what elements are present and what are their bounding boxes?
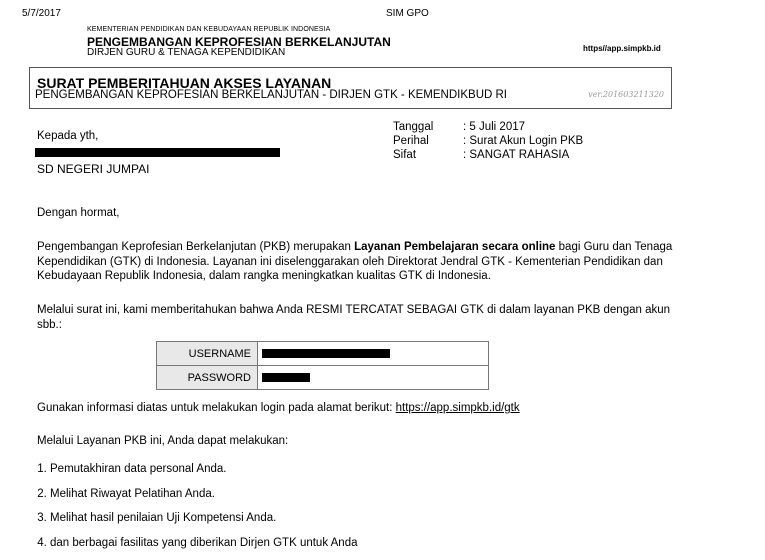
program-name: PENGEMBANGAN KEPROFESIAN BERKELANJUTAN (87, 35, 391, 49)
letter-title-box (29, 67, 672, 109)
username-row (157, 342, 489, 366)
intro-text-b: bagi Guru dan Tenaga Kependidikan (GTK) di Indonesia. Layanan ini diselenggarakan oleh Direktorat Jendral GTK - Kementerian Pendidikan dan Kebudayaan Republik Indonesia, dalam rangka meningkatkan kualitas GTK di Indonesia. (37, 241, 672, 282)
password-value (258, 366, 489, 390)
greeting: Dengan hormat, (37, 207, 119, 219)
list-item: 3. Melihat hasil penilaian Uji Kompetensi Anda. (50, 511, 358, 536)
redacted-username (262, 349, 390, 358)
meta-value: : 5 Juli 2017 (463, 120, 583, 134)
recipient-salutation: Kepada yth, (37, 130, 98, 142)
meta-key: Perihal (393, 134, 463, 148)
letter-meta-table (393, 120, 583, 162)
meta-value: : Surat Akun Login PKB (463, 134, 583, 148)
list-item: 1. Pemutakhiran data personal Anda. (50, 462, 358, 487)
credentials-table (156, 341, 489, 390)
redacted-recipient-name (35, 148, 280, 157)
intro-text-a: Pengembangan Keprofesian Berkelanjutan (PKB) merupakan (37, 241, 354, 253)
meta-key: Sifat (393, 148, 463, 162)
login-text: Gunakan informasi diatas untuk melakukan login pada alamat berikut: (37, 402, 396, 414)
department-name: DIRJEN GURU & TENAGA KEPENDIDIKAN (87, 47, 285, 58)
services-intro: Melalui Layanan PKB ini, Anda dapat melakukan: (37, 435, 288, 447)
letter-subtitle: PENGEMBANGAN KEPROFESIAN BERKELANJUTAN - DIRJEN GTK - KEMENDIKBUD RI (35, 89, 507, 101)
redacted-password (262, 373, 310, 382)
services-list (28, 462, 358, 560)
letter-title: SURAT PEMBERITAHUAN AKSES LAYANAN (37, 75, 331, 91)
login-link[interactable]: https://app.simpkb.id/gtk (396, 402, 520, 414)
print-date: 5/7/2017 (22, 8, 61, 19)
print-document-name: SIM GPO (386, 8, 429, 19)
meta-row-subject (393, 134, 583, 148)
list-item: 2. Melihat Riwayat Pelatihan Anda. (50, 487, 358, 512)
site-url: https//app.simpkb.id (583, 44, 661, 53)
username-label: USERNAME (157, 342, 258, 366)
intro-text-bold: Layanan Pembelajaran secara online (354, 241, 555, 253)
password-row (157, 366, 489, 390)
notice-paragraph: Melalui surat ini, kami memberitahukan bahwa Anda RESMI TERCATAT SEBAGAI GTK di dalam layanan PKB dengan akun sbb.: (37, 303, 677, 332)
recipient-school: SD NEGERI JUMPAI (37, 162, 149, 176)
version-label: ver.201603211320 (588, 90, 664, 99)
meta-value: : SANGAT RAHASIA (463, 148, 583, 162)
meta-row-date (393, 120, 583, 134)
ministry-name: KEMENTERIAN PENDIDIKAN DAN KEBUDAYAAN REPUBLIK INDONESIA (87, 26, 330, 33)
username-value (258, 342, 489, 366)
meta-key: Tanggal (393, 120, 463, 134)
list-item: 4. dan berbagai fasilitas yang diberikan Dirjen GTK untuk Anda (50, 536, 358, 560)
intro-paragraph (37, 240, 677, 284)
password-label: PASSWORD (157, 366, 258, 390)
meta-row-nature (393, 148, 583, 162)
login-instruction (37, 402, 520, 414)
